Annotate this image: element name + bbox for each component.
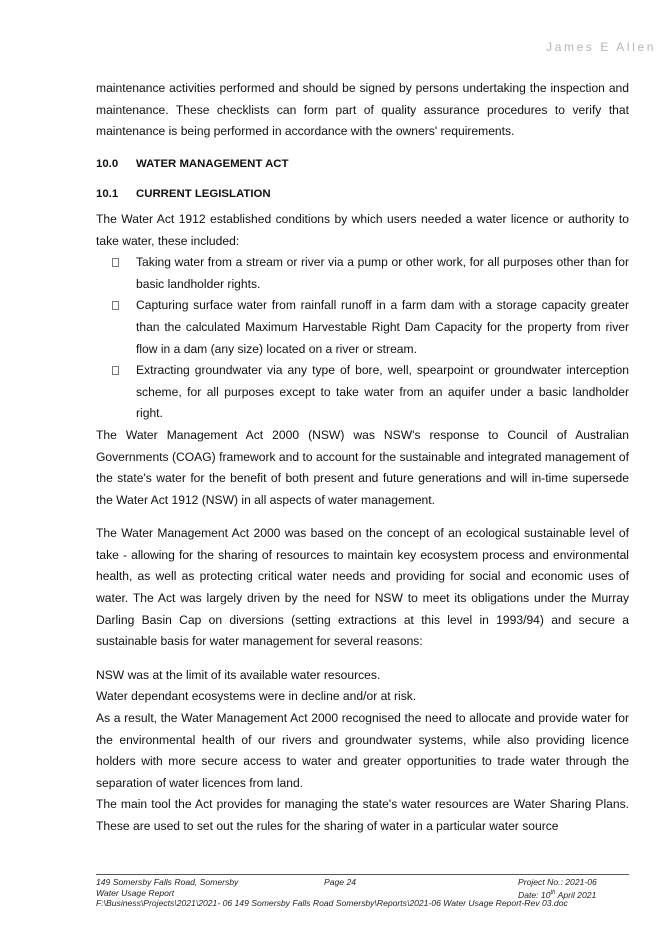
bullet-icon bbox=[112, 258, 119, 267]
list-item-text: Capturing surface water from rainfall runoff in a farm dam with a storage capacity greater than the calculated Maximum Harvestable Right Dam Capacity for the property from river flow in a dam (any size) located on a river or stream. bbox=[136, 298, 629, 356]
bullet-icon bbox=[112, 366, 119, 375]
bullet-icon bbox=[112, 301, 119, 310]
footer-report-title: Water Usage Report bbox=[96, 887, 175, 898]
paragraph-result: As a result, the Water Management Act 2000 recognised the need to allocate and provide water for the environmental health of our rivers and groundwater systems, while also providing licence holders with more secure access to water and greater opportunities to trade water through the separation of water licences from land. bbox=[96, 711, 629, 790]
paragraph-limit: NSW was at the limit of its available water resources. bbox=[96, 667, 381, 682]
subsection-number: 10.1 bbox=[96, 188, 119, 201]
paragraph-water-act-1912: The Water Act 1912 established conditions by which users needed a water licence or authority to take water, these included: bbox=[96, 211, 629, 248]
footer-date-rest: April 2021 bbox=[555, 889, 597, 900]
footer-date-suffix-sup: th bbox=[550, 889, 556, 896]
paragraph-wma-2000-concept: The Water Management Act 2000 was based on the concept of an ecological sustainable level of take - allowing for the sharing of resources to maintain key ecosystem process and environmental health, as well as protecting critical water needs and providing for social and economic uses of water. The Act was largely driven by the need for NSW to meet its obligations under the Murray Darling Basin Cap on diversions (setting extractions at this level in 1993/94) and secure a sustainable basis for water management for several reasons: bbox=[96, 526, 629, 649]
subsection-title: CURRENT LEGISLATION bbox=[136, 188, 271, 201]
subsection-heading bbox=[96, 184, 629, 206]
footer-address: 149 Somersby Falls Road, Somersby bbox=[96, 877, 239, 887]
section-heading bbox=[96, 154, 629, 176]
page-footer bbox=[96, 874, 629, 909]
footer-file-path: F:\Business\Projects\2021\2021- 06 149 Somersby Falls Road Somersby\Reports\2021-06 Water Usage Report-Rev 03.doc bbox=[96, 898, 568, 908]
section-title: WATER MANAGEMENT ACT bbox=[136, 157, 289, 170]
footer-project-number: Project No.: 2021-06 bbox=[518, 877, 597, 887]
footer-page-number: Page 24 bbox=[324, 877, 357, 887]
footer-date-prefix: Date: 10 bbox=[518, 889, 551, 900]
paragraph-wma-2000-response: The Water Management Act 2000 (NSW) was NSW's response to Council of Australian Governments (COAG) framework and to account for the sustainable and integrated management of the state's water for the benefit of both present and future generations and will in-time supersede the Water Act 1912 (NSW) in all aspects of water management. bbox=[96, 427, 629, 507]
company-brand: James E Allen bbox=[546, 40, 656, 54]
list-item bbox=[96, 295, 629, 360]
paragraph-ecosystems: Water dependant ecosystems were in decline and/or at risk. bbox=[96, 689, 417, 704]
page-body bbox=[96, 78, 629, 838]
licence-conditions-list bbox=[96, 252, 629, 425]
list-item-text: Extracting groundwater via any type of bore, well, spearpoint or groundwater interception scheme, for all purposes except to take water from an aquifer under a basic landholder right. bbox=[136, 363, 629, 421]
list-item bbox=[96, 360, 629, 425]
list-item-text: Taking water from a stream or river via a pump or other work, for all purposes other than for basic landholder rights. bbox=[136, 255, 629, 291]
section-number: 10.0 bbox=[96, 157, 119, 170]
paragraph-water-sharing-plans: The main tool the Act provides for managing the state's water resources are Water Sharing Plans. These are used to set out the rules for the sharing of water in a particular water source bbox=[96, 797, 629, 833]
intro-paragraph: maintenance activities performed and should be signed by persons undertaking the inspection and maintenance. These checklists can form part of quality assurance procedures to verify that maintenance is being performed in accordance with the owners' requirements. bbox=[96, 81, 629, 139]
list-item bbox=[96, 252, 629, 295]
